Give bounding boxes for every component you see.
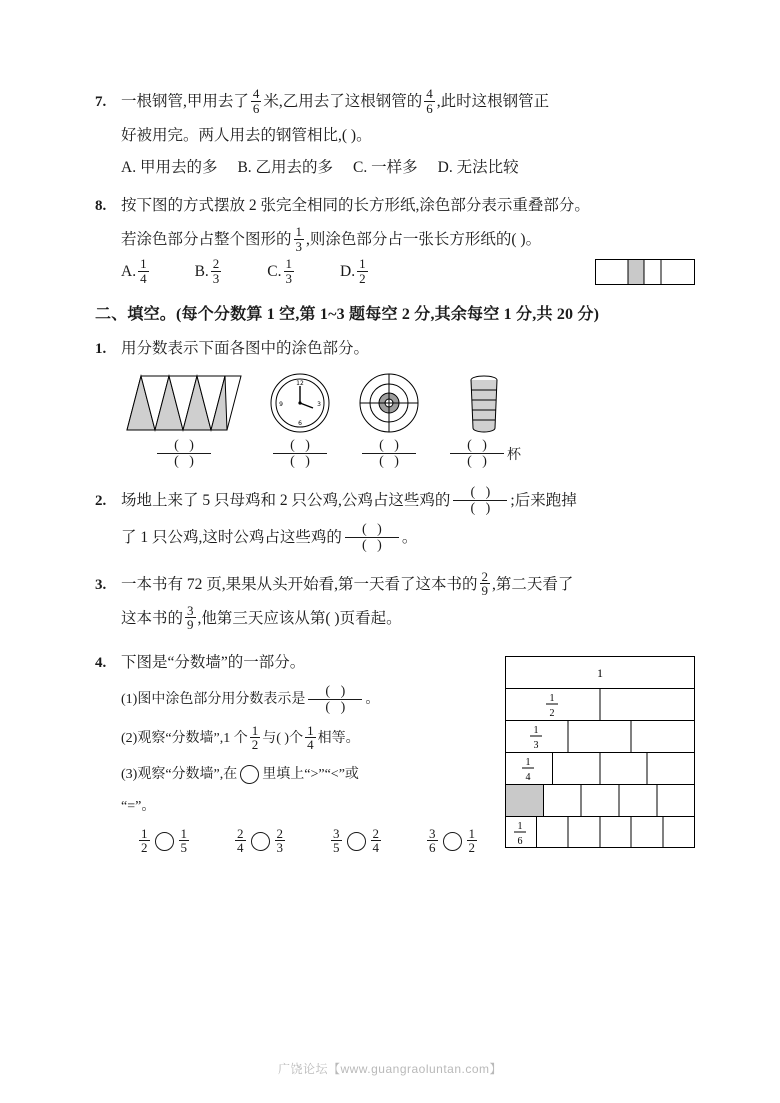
fill-2-answer-2[interactable] [345, 522, 399, 554]
comparison-3-right: $\frac{2}{4}$ [372, 825, 379, 856]
option-d-label: D. [340, 263, 356, 280]
fill-2-number: 2. [95, 492, 107, 509]
fill-4-item-3-text-c: “=”。 [121, 798, 156, 814]
fraction-denominator: 6 [426, 100, 433, 116]
fill-4-item-1-text: (1)图中涂色部分用分数表示是 [121, 691, 306, 707]
svg-text:12: 12 [296, 380, 304, 387]
option-c-label: C. [267, 263, 282, 280]
svg-text:1: 1 [517, 820, 523, 832]
question-8-line-1 [95, 189, 695, 223]
question-7-options [95, 153, 695, 183]
svg-text:1: 1 [533, 724, 539, 736]
fill-1-answer-1[interactable] [154, 438, 214, 470]
fill-1-answer-3[interactable] [359, 438, 419, 470]
fraction-denominator: 6 [252, 100, 260, 116]
answer-fraction-box[interactable] [157, 438, 211, 470]
fill-3-line-2 [95, 602, 695, 636]
svg-text:1: 1 [525, 756, 531, 768]
fill-3-text-2a: 这本书的 [121, 609, 184, 627]
comparison-2-right: $\frac{2}{3}$ [276, 825, 283, 856]
answer-numerator[interactable]: ( ) [362, 438, 416, 454]
fraction-3-9: $\frac{3}{9}$ [187, 602, 194, 633]
svg-text:2: 2 [549, 707, 555, 719]
comparison-1[interactable] [137, 825, 191, 856]
section-2-heading: 二、填空。(每个分数算 1 空,第 1~3 题每空 2 分,其余每空 1 分,共 20 分) [95, 306, 600, 323]
answer-denominator[interactable]: ( ) [379, 454, 399, 470]
comparison-3-left: $\frac{3}{5}$ [333, 825, 340, 856]
fill-4-answer-1[interactable] [308, 684, 362, 716]
fill-4-number: 4. [95, 654, 107, 671]
question-7-text-2: 好被用完。两人用去的钢管相比,( )。 [121, 127, 372, 144]
question-8 [95, 189, 695, 287]
question-7-line-1 [95, 85, 695, 119]
fill-1-number: 1. [95, 341, 107, 357]
fill-4-item-2-text-a: (2)观察“分数墙”,1 个 [121, 730, 248, 746]
option-c-fraction: $\frac{1}{3}$ [285, 255, 293, 286]
answer-fraction-box[interactable] [362, 438, 416, 470]
answer-circle-icon[interactable] [240, 765, 259, 784]
fill-4-item-1-period: 。 [365, 691, 380, 707]
option-d[interactable]: D. 无法比较 [437, 159, 519, 176]
comparison-1-right: $\frac{1}{5}$ [180, 825, 187, 856]
fill-3-text-1a: 一本书有 72 页,果果从头开始看,第一天看了这本书的 [121, 575, 478, 593]
answer-denominator[interactable]: ( ) [467, 454, 487, 470]
answer-numerator[interactable]: ( ) [308, 684, 362, 700]
question-7-line-2 [95, 119, 695, 153]
fill-1-line [95, 332, 695, 366]
fill-4-body [95, 680, 495, 856]
svg-text:6: 6 [517, 835, 523, 847]
figure-target [357, 372, 421, 470]
answer-numerator[interactable]: ( ) [450, 438, 504, 454]
fraction-numerator: 4 [426, 85, 433, 101]
option-b[interactable]: B. 乙用去的多 [237, 159, 334, 176]
fraction-wall-figure [505, 656, 695, 848]
fill-4-item-2-text-b: 与( )个 [262, 730, 304, 746]
fraction-2-9: $\frac{2}{9}$ [481, 568, 489, 599]
answer-denominator[interactable]: ( ) [325, 700, 346, 716]
cup-unit-label: 杯 [507, 447, 521, 463]
fill-3-text-1b: ,第二天看了 [492, 575, 574, 593]
svg-text:1: 1 [597, 665, 603, 680]
svg-text:3: 3 [533, 739, 539, 751]
fraction-4-6-a [251, 87, 262, 115]
comparison-2-left: $\frac{2}{4}$ [237, 825, 244, 856]
question-8-text-2b: ,则涂色部分占一张长方形纸的( )。 [306, 231, 542, 248]
option-c[interactable]: C. 一样多 [353, 159, 418, 176]
svg-text:9: 9 [279, 401, 283, 408]
question-7-text-b: 米,乙用去了这根钢管的 [263, 93, 423, 110]
question-7-text-c: ,此时这根钢管正 [436, 93, 550, 110]
option-b-label: B. [194, 263, 209, 280]
fraction-1-4-a: $\frac{1}{4}$ [307, 722, 314, 753]
svg-text:4: 4 [525, 771, 531, 783]
fill-2-text-2a: 了 1 只公鸡,这时公鸡占这些鸡的 [121, 528, 342, 546]
fill-4-item-3-cont [95, 792, 495, 822]
fraction-denominator: 3 [295, 238, 303, 254]
fraction-1-3 [294, 225, 305, 253]
comparison-4-left: $\frac{3}{6}$ [429, 825, 436, 856]
option-a[interactable] [121, 257, 151, 287]
fraction-wall-icon [505, 656, 695, 848]
option-a[interactable]: A. 甲用去的多 [121, 159, 218, 176]
svg-text:1: 1 [549, 692, 555, 704]
fill-2-text-1a: 场地上来了 5 只母鸡和 2 只公鸡,公鸡占这些鸡的 [121, 491, 451, 509]
question-8-number: 8. [95, 198, 107, 214]
question-7-text-a: 一根钢管,甲用去了 [121, 93, 249, 110]
overlapping-rectangles-figure [595, 259, 695, 285]
clock-icon [269, 372, 331, 434]
answer-fraction-box[interactable] [273, 438, 327, 470]
fraction-4-6-b [424, 87, 435, 115]
answer-numerator[interactable]: ( ) [453, 485, 507, 501]
fraction-1-2-a: $\frac{1}{2}$ [251, 722, 259, 753]
fill-4-item-2-text-c: 相等。 [317, 730, 360, 746]
answer-numerator[interactable]: ( ) [157, 438, 211, 454]
triangles-grid-icon [125, 374, 243, 434]
fill-1-figures [95, 372, 695, 470]
fill-2-text-2b: 。 [401, 528, 418, 546]
answer-denominator[interactable]: ( ) [470, 501, 491, 517]
cup-stack-icon [467, 372, 501, 434]
fill-4-item-3-text-b: 里填上“>”“<”或 [262, 766, 359, 782]
question-7 [95, 85, 695, 183]
option-b-fraction: $\frac{2}{3}$ [212, 255, 220, 286]
answer-numerator[interactable]: ( ) [345, 522, 399, 538]
option-a-fraction: $\frac{1}{4}$ [140, 255, 147, 286]
figure-triangles [125, 374, 243, 470]
fill-4-comparisons [95, 825, 495, 856]
figure-cup [447, 372, 521, 470]
answer-denominator[interactable]: ( ) [290, 454, 310, 470]
question-8-text-2a: 若涂色部分占整个图形的 [121, 231, 292, 248]
fill-2-answer-1[interactable] [453, 485, 507, 517]
fill-question-4 [95, 646, 695, 856]
fill-4-item-3-text-a: (3)观察“分数墙”,在 [121, 766, 238, 782]
fill-1-text: 用分数表示下面各图中的涂色部分。 [121, 340, 370, 357]
fill-question-1 [95, 332, 695, 470]
svg-text:6: 6 [298, 420, 302, 427]
fill-4-title: 下图是“分数墙”的一部分。 [121, 653, 306, 671]
comparison-4-right: $\frac{1}{2}$ [468, 825, 475, 856]
question-8-options [95, 257, 695, 287]
fill-4-item-1 [95, 680, 495, 720]
comparison-2[interactable] [233, 825, 287, 856]
fill-3-text-2b: ,他第三天应该从第( )页看起。 [197, 609, 402, 627]
question-7-number: 7. [95, 94, 107, 110]
fill-1-answer-2[interactable] [270, 438, 330, 470]
option-b[interactable] [195, 257, 224, 287]
fill-4-item-2 [95, 720, 495, 758]
watermark: 广饶论坛【www.guangraoluntan.com】 [277, 1062, 503, 1076]
fill-2-text-1b: ;后来跑掉 [510, 491, 577, 509]
fill-1-answer-4[interactable] [447, 438, 521, 470]
answer-denominator[interactable]: ( ) [174, 454, 194, 470]
target-circle-icon [357, 372, 421, 434]
fill-4-item-3 [95, 758, 495, 792]
answer-numerator[interactable]: ( ) [273, 438, 327, 454]
answer-circle-icon[interactable] [155, 832, 174, 851]
fill-2-line-1 [95, 484, 695, 518]
fill-3-line-1 [95, 568, 695, 602]
option-d[interactable] [340, 257, 370, 287]
fraction-numerator: 1 [295, 223, 303, 239]
option-a-label: A. [121, 263, 137, 280]
answer-circle-icon[interactable] [443, 832, 462, 851]
option-c[interactable] [267, 257, 296, 287]
answer-circle-icon[interactable] [347, 832, 366, 851]
fill-3-number: 3. [95, 576, 107, 593]
page-content [95, 85, 695, 860]
comparison-1-left: $\frac{1}{2}$ [141, 825, 148, 856]
svg-text:3: 3 [317, 401, 321, 408]
answer-fraction-box[interactable] [450, 438, 504, 470]
fill-2-line-2 [95, 518, 695, 558]
fill-question-3 [95, 568, 695, 636]
option-d-fraction: $\frac{1}{2}$ [359, 255, 366, 286]
fill-question-2 [95, 484, 695, 558]
answer-denominator[interactable]: ( ) [361, 538, 382, 554]
comparison-3[interactable] [329, 825, 383, 856]
answer-circle-icon[interactable] [251, 832, 270, 851]
figure-clock [269, 372, 331, 470]
question-8-line-2 [95, 223, 695, 257]
fraction-numerator: 4 [252, 85, 260, 101]
question-8-text-1: 按下图的方式摆放 2 张完全相同的长方形纸,涂色部分表示重叠部分。 [121, 197, 590, 214]
comparison-4[interactable] [425, 825, 479, 856]
